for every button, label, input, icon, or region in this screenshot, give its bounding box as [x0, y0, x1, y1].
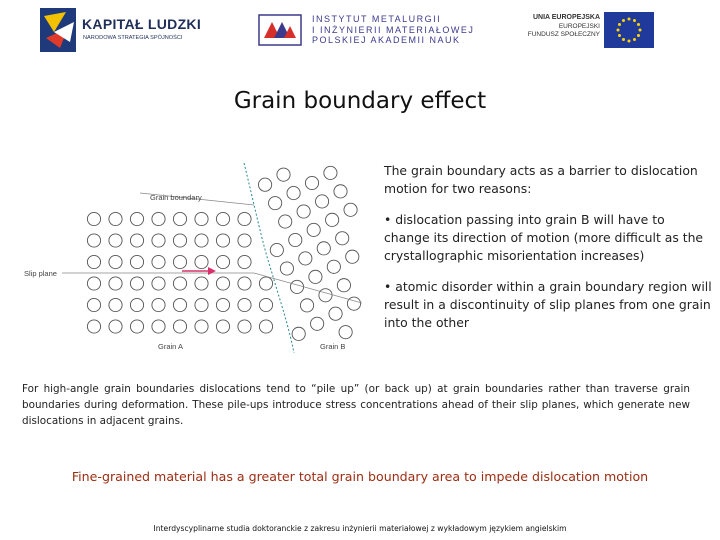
atom: [152, 320, 165, 333]
atom: [269, 197, 282, 210]
institute-name: [312, 14, 474, 46]
atom: [300, 299, 313, 312]
atom: [326, 213, 339, 226]
atom: [195, 298, 208, 311]
atom: [305, 176, 318, 189]
eu-logo: [514, 12, 656, 50]
atom: [259, 277, 272, 290]
institute-logo: [258, 14, 475, 48]
atom: [344, 203, 357, 216]
atom: [152, 212, 165, 225]
atom: [259, 298, 272, 311]
atom: [280, 262, 293, 275]
institute-line: POLSKIEJ AKADEMII NAUK: [312, 35, 461, 45]
footer-text: Interdyscyplinarne studia doktoranckie z zakresu inżynierii materiałowej z wykładowym językiem angielskim: [153, 524, 567, 533]
atom: [130, 277, 143, 290]
key-conclusion: Fine-grained material has a greater total grain boundary area to impede dislocation motion: [71, 469, 649, 484]
atom: [87, 234, 100, 247]
atom: [130, 255, 143, 268]
pile-up-paragraph: For high-angle grain boundaries dislocations tend to “pile up” (or back up) at grain boundaries rather than traverse grain boundaries during deformation. These pile-ups introduce stress concentrations ahead of their slip planes, which generate new dislocations in adjacent grains.: [22, 383, 690, 427]
atom: [347, 297, 360, 310]
atom: [173, 298, 186, 311]
eu-flag-icon: [604, 12, 654, 48]
bullet-atomic-disorder: • atomic disorder within a grain boundary region will result in a discontinuity of slip planes from one grain into the other: [384, 279, 712, 330]
atom: [216, 234, 229, 247]
atom: [258, 178, 271, 191]
atom: [339, 326, 352, 339]
atom: [292, 327, 305, 340]
atom: [216, 277, 229, 290]
atom: [238, 234, 251, 247]
atom: [346, 250, 359, 263]
kapital-ludzki-logo: [40, 8, 210, 52]
atom: [238, 320, 251, 333]
atom: [329, 307, 342, 320]
label-grain-b: Grain B: [320, 342, 346, 351]
institute-emblem-icon: [258, 14, 302, 46]
eu-text: [514, 14, 600, 40]
atom: [173, 320, 186, 333]
atom: [238, 212, 251, 225]
atom: [130, 212, 143, 225]
atom: [287, 186, 300, 199]
atom: [130, 234, 143, 247]
kapital-ludzki-emblem-icon: [40, 8, 76, 52]
label-grain-a: Grain A: [158, 342, 184, 351]
atom: [297, 205, 310, 218]
atom: [238, 255, 251, 268]
atom: [259, 320, 272, 333]
atom: [109, 234, 122, 247]
label-grain-boundary: Grain boundary: [150, 193, 202, 202]
atom: [195, 234, 208, 247]
atom: [195, 212, 208, 225]
atom: [279, 215, 292, 228]
atom: [290, 280, 303, 293]
atom: [307, 223, 320, 236]
kapital-title: KAPITAŁ LUDZKI: [82, 16, 202, 32]
atom: [311, 317, 324, 330]
atom: [337, 279, 350, 292]
atom: [195, 255, 208, 268]
atom: [130, 320, 143, 333]
atom: [87, 298, 100, 311]
atom: [152, 234, 165, 247]
atom: [87, 320, 100, 333]
eu-line: EUROPEJSKI: [558, 22, 600, 30]
atom: [317, 242, 330, 255]
atom: [336, 232, 349, 245]
atom: [173, 277, 186, 290]
atom: [195, 320, 208, 333]
page-title: Grain boundary effect: [233, 88, 487, 114]
atom: [109, 298, 122, 311]
atom: [327, 260, 340, 273]
explanation-column: [384, 162, 714, 345]
institute-line: I INŻYNIERII MATERIAŁOWEJ: [312, 24, 475, 35]
atom: [195, 277, 208, 290]
grain-boundary-diagram: [22, 163, 362, 353]
intro-text: The grain boundary acts as a barrier to dislocation motion for two reasons:: [384, 163, 698, 196]
atom: [87, 277, 100, 290]
eu-line: FUNDUSZ SPOŁECZNY: [527, 31, 600, 38]
atom: [238, 277, 251, 290]
arrow-head-icon: [208, 267, 216, 275]
atom: [270, 243, 283, 256]
atom: [289, 233, 302, 246]
atom-lattice: [87, 166, 360, 340]
logo-bar: [0, 0, 720, 62]
atom: [299, 252, 312, 265]
atom: [238, 298, 251, 311]
atom: [152, 277, 165, 290]
atom: [315, 195, 328, 208]
atom: [216, 212, 229, 225]
atom: [109, 212, 122, 225]
kapital-subtitle: NARODOWA STRATEGIA SPÓJNOŚCI: [83, 35, 183, 41]
atom: [109, 277, 122, 290]
atom: [309, 270, 322, 283]
atom: [173, 212, 186, 225]
atom: [152, 255, 165, 268]
atom: [109, 255, 122, 268]
atom: [130, 298, 143, 311]
bullet-direction-change: • dislocation passing into grain B will have to change its direction of motion (more difficult as the crystallographic misorientation increases): [384, 212, 704, 263]
atom: [216, 298, 229, 311]
eu-title: UNIA EUROPEJSKA: [532, 14, 600, 21]
institute-line: INSTYTUT METALURGII: [312, 14, 442, 24]
atom: [87, 255, 100, 268]
atom: [216, 320, 229, 333]
atom: [277, 168, 290, 181]
label-slip-plane: Slip plane: [24, 269, 57, 278]
atom: [216, 255, 229, 268]
atom: [87, 212, 100, 225]
atom: [334, 185, 347, 198]
atom: [173, 234, 186, 247]
atom: [319, 289, 332, 302]
atom: [152, 298, 165, 311]
atom: [173, 255, 186, 268]
atom: [324, 166, 337, 179]
atom: [109, 320, 122, 333]
